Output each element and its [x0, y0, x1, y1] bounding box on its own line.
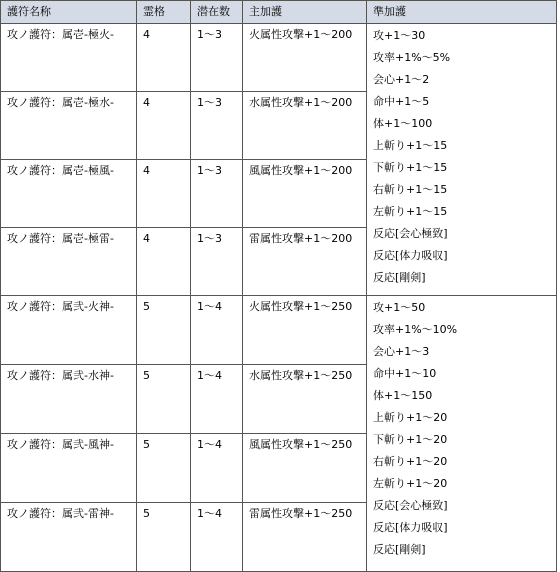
header-main-blessing: 主加護 [243, 1, 367, 24]
sub-blessing-item: 反応[会心極致] [373, 227, 448, 240]
sub-blessing-item: 左斬り+1〜20 [373, 477, 448, 490]
charm-main-blessing: 水属性攻撃+1〜200 [243, 92, 367, 160]
charm-rank: 5 [137, 503, 191, 572]
sub-blessing-item: 体+1〜100 [373, 117, 433, 130]
sub-blessing-item: 反応[体力吸収] [373, 249, 448, 262]
sub-blessing-item: 上斬り+1〜15 [373, 139, 448, 152]
sub-blessing-item: 会心+1〜3 [373, 345, 430, 358]
sub-blessing-item: 反応[剛剣] [373, 543, 426, 556]
table-row [1, 296, 557, 365]
sub-blessing-item: 左斬り+1〜15 [373, 205, 448, 218]
table-row [1, 24, 557, 92]
sub-blessing-list [373, 24, 556, 289]
charm-slots: 1〜4 [191, 434, 243, 503]
charm-slots: 1〜4 [191, 296, 243, 365]
charm-slots: 1〜3 [191, 24, 243, 92]
charm-name: 攻ノ護符：属壱-極火- [1, 24, 137, 92]
charm-slots: 1〜3 [191, 160, 243, 228]
header-row [1, 1, 557, 24]
charm-rank: 4 [137, 92, 191, 160]
charm-rank: 5 [137, 434, 191, 503]
sub-blessing-item: 会心+1〜2 [373, 73, 430, 86]
sub-blessing-item: 反応[体力吸収] [373, 521, 448, 534]
charm-rank: 5 [137, 296, 191, 365]
charm-rank: 4 [137, 160, 191, 228]
charm-name: 攻ノ護符：属弐-火神- [1, 296, 137, 365]
charm-rank: 4 [137, 228, 191, 296]
sub-blessing-item: 命中+1〜5 [373, 95, 430, 108]
header-rank: 霊格 [137, 1, 191, 24]
charm-main-blessing: 水属性攻撃+1〜250 [243, 365, 367, 434]
sub-blessing-item: 下斬り+1〜20 [373, 433, 448, 446]
charm-slots: 1〜4 [191, 503, 243, 572]
sub-blessing-cell [367, 24, 557, 296]
sub-blessing-list [373, 296, 556, 561]
charm-name: 攻ノ護符：属弐-水神- [1, 365, 137, 434]
sub-blessing-item: 右斬り+1〜20 [373, 455, 448, 468]
charm-name: 攻ノ護符：属弐-風神- [1, 434, 137, 503]
charm-name: 攻ノ護符：属壱-極水- [1, 92, 137, 160]
charm-rank: 4 [137, 24, 191, 92]
header-name: 護符名称 [1, 1, 137, 24]
sub-blessing-item: 反応[会心極致] [373, 499, 448, 512]
charm-name: 攻ノ護符：属壱-極風- [1, 160, 137, 228]
sub-blessing-item: 上斬り+1〜20 [373, 411, 448, 424]
charm-slots: 1〜3 [191, 228, 243, 296]
charm-main-blessing: 雷属性攻撃+1〜250 [243, 503, 367, 572]
sub-blessing-item: 右斬り+1〜15 [373, 183, 448, 196]
charm-rank: 5 [137, 365, 191, 434]
charm-main-blessing: 風属性攻撃+1〜250 [243, 434, 367, 503]
header-slots: 潜在数 [191, 1, 243, 24]
sub-blessing-item: 攻率+1%〜10% [373, 323, 458, 336]
charm-main-blessing: 雷属性攻撃+1〜200 [243, 228, 367, 296]
charm-slots: 1〜4 [191, 365, 243, 434]
sub-blessing-cell [367, 296, 557, 572]
sub-blessing-item: 攻+1〜50 [373, 301, 426, 314]
charm-main-blessing: 風属性攻撃+1〜200 [243, 160, 367, 228]
header-sub-blessing: 準加護 [367, 1, 557, 24]
charm-name: 攻ノ護符：属壱-極雷- [1, 228, 137, 296]
sub-blessing-item: 反応[剛剣] [373, 271, 426, 284]
charm-main-blessing: 火属性攻撃+1〜200 [243, 24, 367, 92]
sub-blessing-item: 下斬り+1〜15 [373, 161, 448, 174]
charm-name: 攻ノ護符：属弐-雷神- [1, 503, 137, 572]
charm-slots: 1〜3 [191, 92, 243, 160]
sub-blessing-item: 体+1〜150 [373, 389, 433, 402]
sub-blessing-item: 攻+1〜30 [373, 29, 426, 42]
sub-blessing-item: 攻率+1%〜5% [373, 51, 451, 64]
sub-blessing-item: 命中+1〜10 [373, 367, 437, 380]
charm-main-blessing: 火属性攻撃+1〜250 [243, 296, 367, 365]
